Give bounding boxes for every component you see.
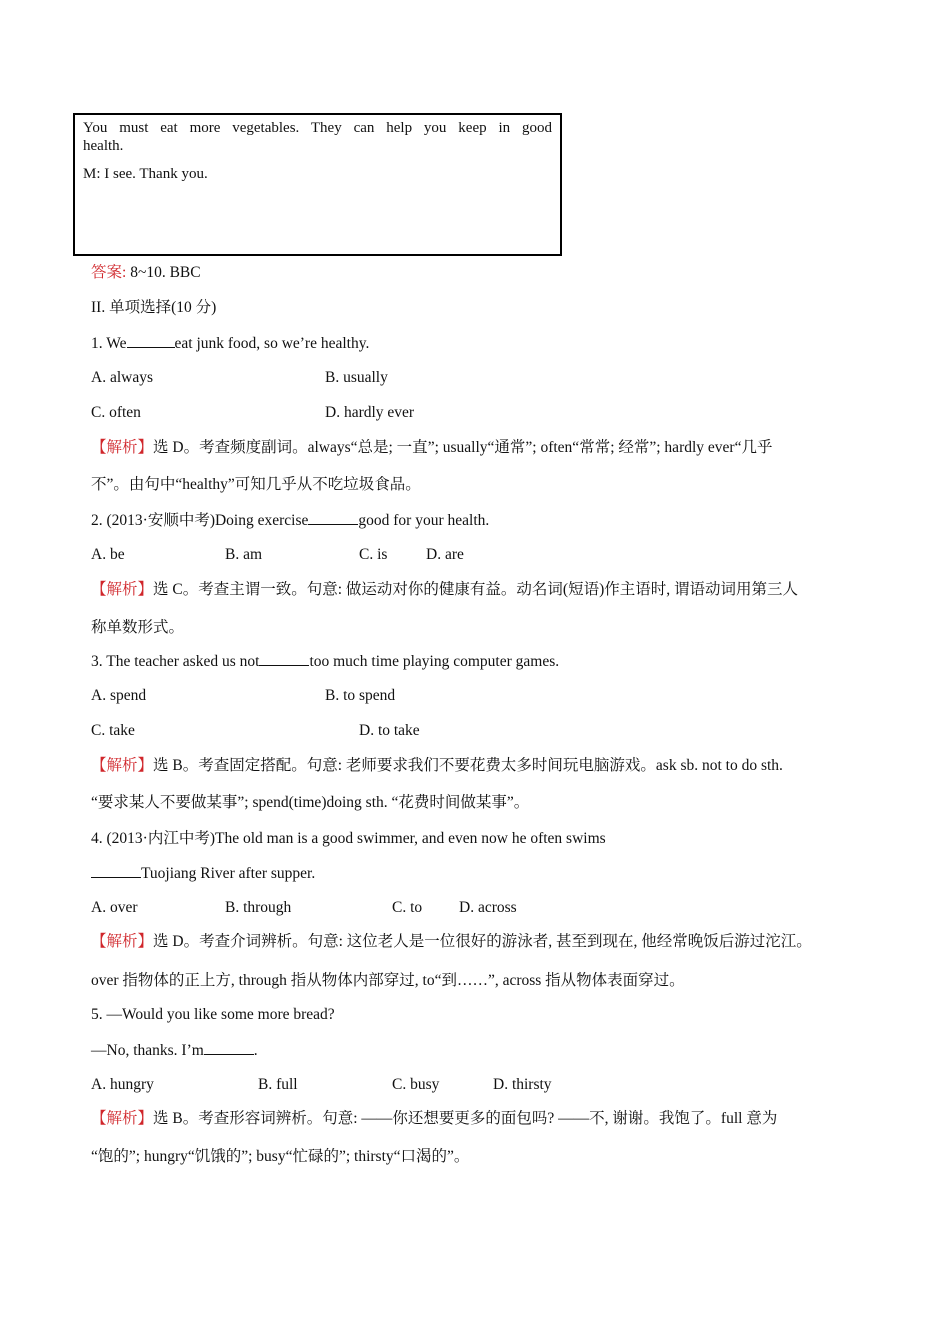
option: A. always [91,369,153,386]
option: C. take [91,722,135,739]
option: D. to take [359,722,420,739]
option: C. to [392,899,423,916]
option: B. full [258,1076,298,1093]
explanation-tag: 【解析】 [91,933,154,950]
option: A. hungry [91,1076,154,1093]
option: D. are [426,546,464,563]
answer-blank [127,333,175,348]
explanation-cont: over 指物体的正上方, through 指从物体内部穿过, to“到……”, across 指从物体表面穿过。 [91,972,685,989]
answer-blank [308,510,358,525]
option: A. spend [91,687,147,704]
explanation: 【解析】选 D。考查频度副词。always“总是; 一直”; usually“通常”; often“常常; 经常”; hardly ever“几乎 [91,439,773,456]
transcript-line: M: I see. Thank you. [83,166,208,182]
transcript-line: health. [83,138,124,154]
explanation: 【解析】选 B。考查固定搭配。句意: 老师要求我们不要花费太多时间玩电脑游戏。ask sb. not to do sth. [91,757,783,774]
answer-blank [91,863,141,878]
option: B. to spend [325,687,396,704]
option: D. across [459,899,517,916]
question-stem: 4. (2013·内江中考)The old man is a good swimmer, and even now he often swims [91,830,606,847]
option: D. thirsty [493,1076,552,1093]
option: A. over [91,899,138,916]
option: C. often [91,404,141,421]
option: C. busy [392,1076,440,1093]
question-stem: 2. (2013·安顺中考)Doing exercise good for your health. [91,512,490,529]
explanation-tag: 【解析】 [91,439,154,456]
option: B. am [225,546,263,563]
transcript-line: You must eat more vegetables. They can help you keep in good [83,120,552,136]
explanation-cont: 称单数形式。 [91,619,185,636]
explanation: 【解析】选 B。考查形容词辨析。句意: ——你还想要更多的面包吗? ——不, 谢谢。我饱了。full 意为 [91,1110,778,1127]
question-stem-cont: Tuojiang River after supper. [91,863,315,884]
explanation-cont: “要求某人不要做某事”; spend(time)doing sth. “花费时间做某事”。 [91,794,530,811]
answer-label: 答案: [91,264,127,281]
explanation-cont: 不”。由句中“healthy”可知几乎从不吃垃圾食品。 [91,476,421,493]
explanation: 【解析】选 D。考查介词辨析。句意: 这位老人是一位很好的游泳者, 甚至到现在, 他经常晚饭后游过沱江。 [91,933,812,950]
question-stem: 3. The teacher asked us not too much time playing computer games. [91,653,560,670]
option: B. through [225,899,292,916]
explanation-cont: “饱的”; hungry“饥饿的”; busy“忙碌的”; thirsty“口渴的”。 [91,1148,470,1165]
option: D. hardly ever [325,404,415,421]
answer-value: 8~10. BBC [130,264,201,281]
explanation: 【解析】选 C。考查主谓一致。句意: 做运动对你的健康有益。动名词(短语)作主语时, 谓语动词用第三人 [91,581,798,598]
answer-blank [204,1040,254,1055]
option: A. be [91,546,125,563]
answer-blank [259,651,309,666]
section-title: II. 单项选择(10 分) [91,299,217,316]
transcript-box [73,113,562,256]
option: B. usually [325,369,388,386]
question-stem: 1. We eat junk food, so we’re healthy. [91,335,370,352]
explanation-tag: 【解析】 [91,581,154,598]
question-stem-cont: —No, thanks. I’m . [91,1042,258,1059]
question-stem: 5. —Would you like some more bread? [91,1006,335,1023]
option: C. is [359,546,388,563]
explanation-tag: 【解析】 [91,757,154,774]
answer-line [91,263,201,283]
explanation-tag: 【解析】 [91,1110,154,1127]
